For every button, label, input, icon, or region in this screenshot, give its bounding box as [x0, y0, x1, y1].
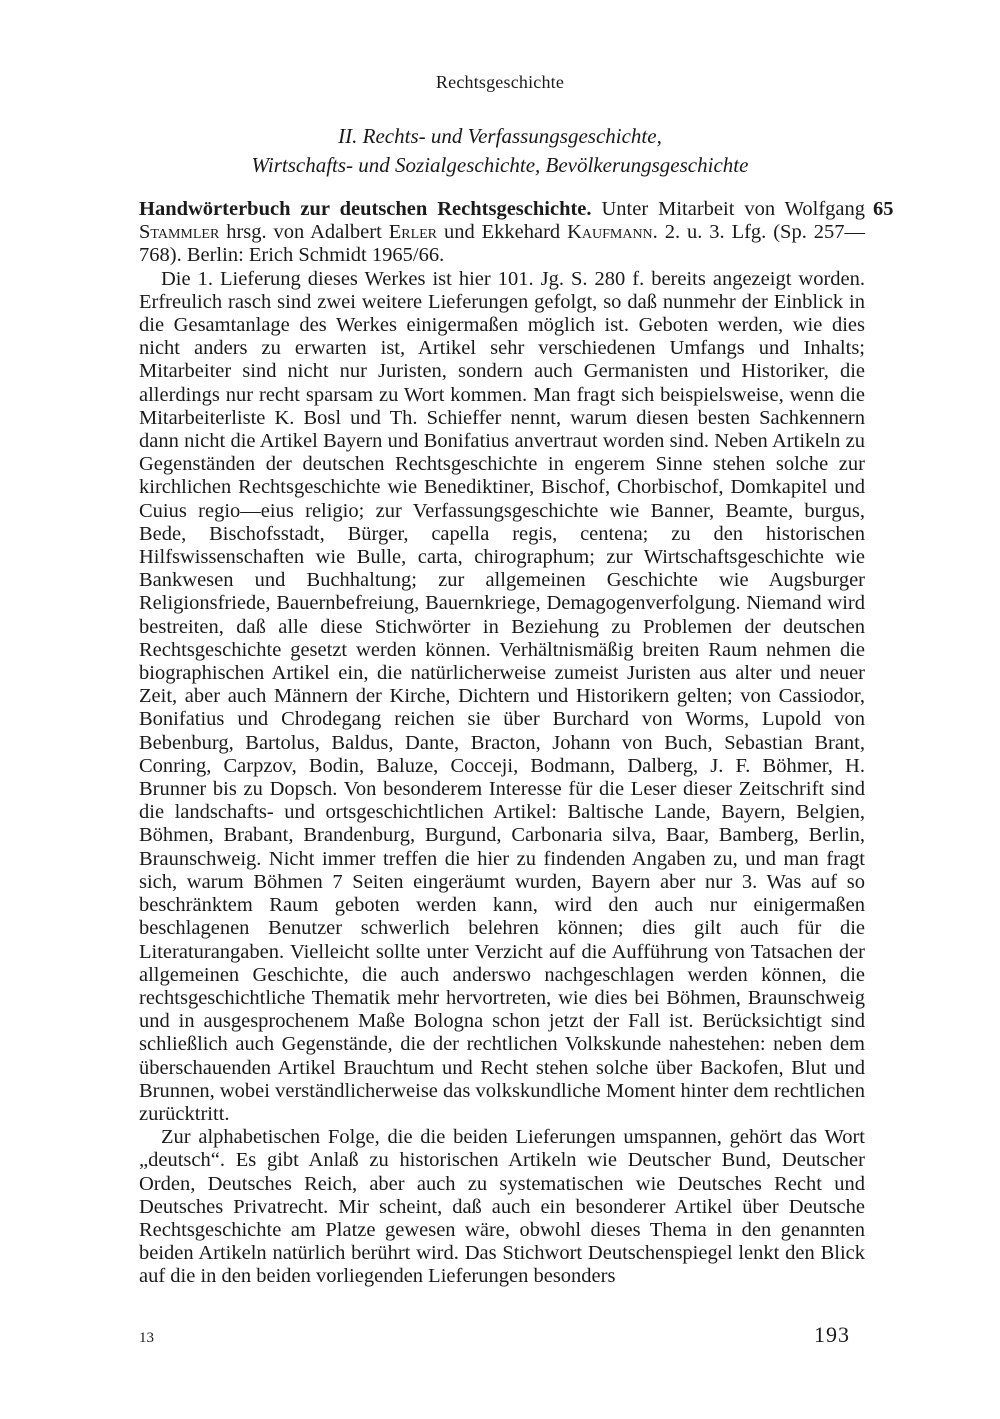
book-title: Handwörterbuch zur deutschen Rechtsgeschichte.	[139, 198, 592, 220]
bib-text-1: Unter Mitarbeit von Wolfgang	[591, 198, 866, 220]
section-heading	[0, 122, 1000, 180]
review-paragraph-1: Die 1. Lieferung dieses Werkes ist hier 101. Jg. S. 280 f. bereits angezeigt worden. Erfreulich rasch sind zwei weitere Lieferungen gefolgt, so daß nunmehr der Einblick in die Gesamtanlage des Werkes einigermaßen möglich ist. Geboten werden, wie dies nicht anders zu erwarten ist, Artikel sehr verschiedenen Umfangs und Inhalts; Mitarbeiter sind nicht nur Juristen, sondern auch Germanisten und Historiker, die allerdings nur recht sparsam zu Wort kommen. Man fragt sich beispielsweise, wenn die Mitarbeiterliste K. Bosl und Th. Schieffer nennt, warum diesen besten Sachkennern dann nicht die Artikel Bayern und Bonifatius anvertraut worden sind. Neben Artikeln zu Gegenständen der deutschen Rechtsgeschichte in engerem Sinne stehen solche zur kirchlichen Rechtsgeschichte wie Benediktiner, Bischof, Chorbischof, Domkapitel und Cuius regio—eius religio; zur Verfassungsgeschichte wie Banner, Beamte, burgus, Bede, Bischofsstadt, Bürger, capella regis, centena; zu den historischen Hilfswissenschaften wie Bulle, carta, chirographum; zur Wirtschaftsgeschichte wie Bankwesen und Buchhaltung; zur allgemeinen Geschichte wie Augsburger Religionsfriede, Bauernbefreiung, Bauernkriege, Demagogenverfolgung. Niemand wird bestreiten, daß alle diese Stichwörter in Beziehung zu Problemen der deutschen Rechtsgeschichte gesetzt werden können. Verhältnismäßig breiten Raum nehmen die biographischen Artikel ein, die natürlicherweise zumeist Juristen aus alter und neuer Zeit, aber auch Männern der Kirche, Dichtern und Historikern gelten; von Cassiodor, Bonifatius und Chrodegang reichen sie über Burchard von Worms, Lupold von Bebenburg, Bartolus, Baldus, Dante, Bracton, Johann von Buch, Sebastian Brant, Conring, Carpzov, Bodin, Baluze, Cocceji, Bodmann, Dalberg, J. F. Böhmer, H. Brunner bis zu Dopsch. Von besonderem Interesse für die Leser dieser Zeitschrift sind die landschafts- und ortsgeschichtlichen Artikel: Baltische Lande, Bayern, Belgien, Böhmen, Brabant, Brandenburg, Burgund, Carbonaria silva, Baar, Bamberg, Berlin, Braunschweig. Nicht immer treffen die hier zu findenden Angaben zu, und man fragt sich, warum Böhmen 7 Seiten eingeräumt wurden, Bayern aber nur 3. Was auf so beschränktem Raum geboten werden kann, wird den auch nur einigermaßen beschlagenen Benutzer schwerlich belehren können; dies gilt auch für die Literaturangaben. Vielleicht sollte unter Verzicht auf die Aufführung von Tatsachen der allgemeinen Geschichte, die auch anderswo nachgeschlagen werden können, die rechtsgeschichtliche Thematik mehr hervortreten, wie dies bei Böhmen, Braunschweig und in ausgesprochenem Maße Bologna schon jetzt der Fall ist. Berücksichtigt sind schließlich auch Gegenstände, die der rechtlichen Volkskunde nahestehen: neben dem überschauenden Artikel Brauchtum und Recht stehen solche über Backofen, Blut und Brunnen, wobei verständlicherweise das volkskundliche Moment hinter dem rechtlichen zurücktritt.	[139, 267, 865, 1125]
bib-text-3: und Ekkehard	[437, 221, 568, 244]
bib-text-4: . 2. u. 3. Lfg. (Sp. 257—768). Berlin: Erich Schmidt 1965/66.	[139, 221, 865, 267]
review-entry	[139, 198, 865, 1289]
editor-name-1: Stammler	[139, 221, 220, 244]
entry-number: 65	[873, 198, 894, 220]
section-heading-line-1: II. Rechts- und Verfassungsgeschichte,	[338, 124, 662, 148]
section-heading-line-2: Wirtschafts- und Sozialgeschichte, Bevölkerungsgeschichte	[251, 153, 749, 177]
review-paragraph-2: Zur alphabetischen Folge, die die beiden Lieferungen umspannen, gehört das Wort „deutsch“. Es gibt Anlaß zu historischen Artikeln wie Deutscher Bund, Deutscher Orden, Deutsches Reich, aber auch zu systematischen wie Deutsches Recht und Deutsches Privatrecht. Mir scheint, daß auch ein besonderer Artikel über Deutsche Rechtsgeschichte am Platze gewesen wäre, obwohl dieses Thema in den genannten beiden Artikeln natürlich berührt wird. Das Stichwort Deutschenspiegel lenkt den Blick auf die in den beiden vorliegenden Lieferungen besonders	[139, 1126, 865, 1288]
signature-mark: 13	[139, 1330, 154, 1346]
bibliographic-reference	[139, 198, 865, 268]
bib-text-2: hrsg. von Adalbert	[219, 221, 389, 244]
editor-name-3: Kaufmann	[567, 221, 653, 244]
editor-name-2: Erler	[388, 221, 438, 244]
page-number: 193	[814, 1322, 850, 1347]
running-head: Rechtsgeschichte	[435, 72, 565, 92]
